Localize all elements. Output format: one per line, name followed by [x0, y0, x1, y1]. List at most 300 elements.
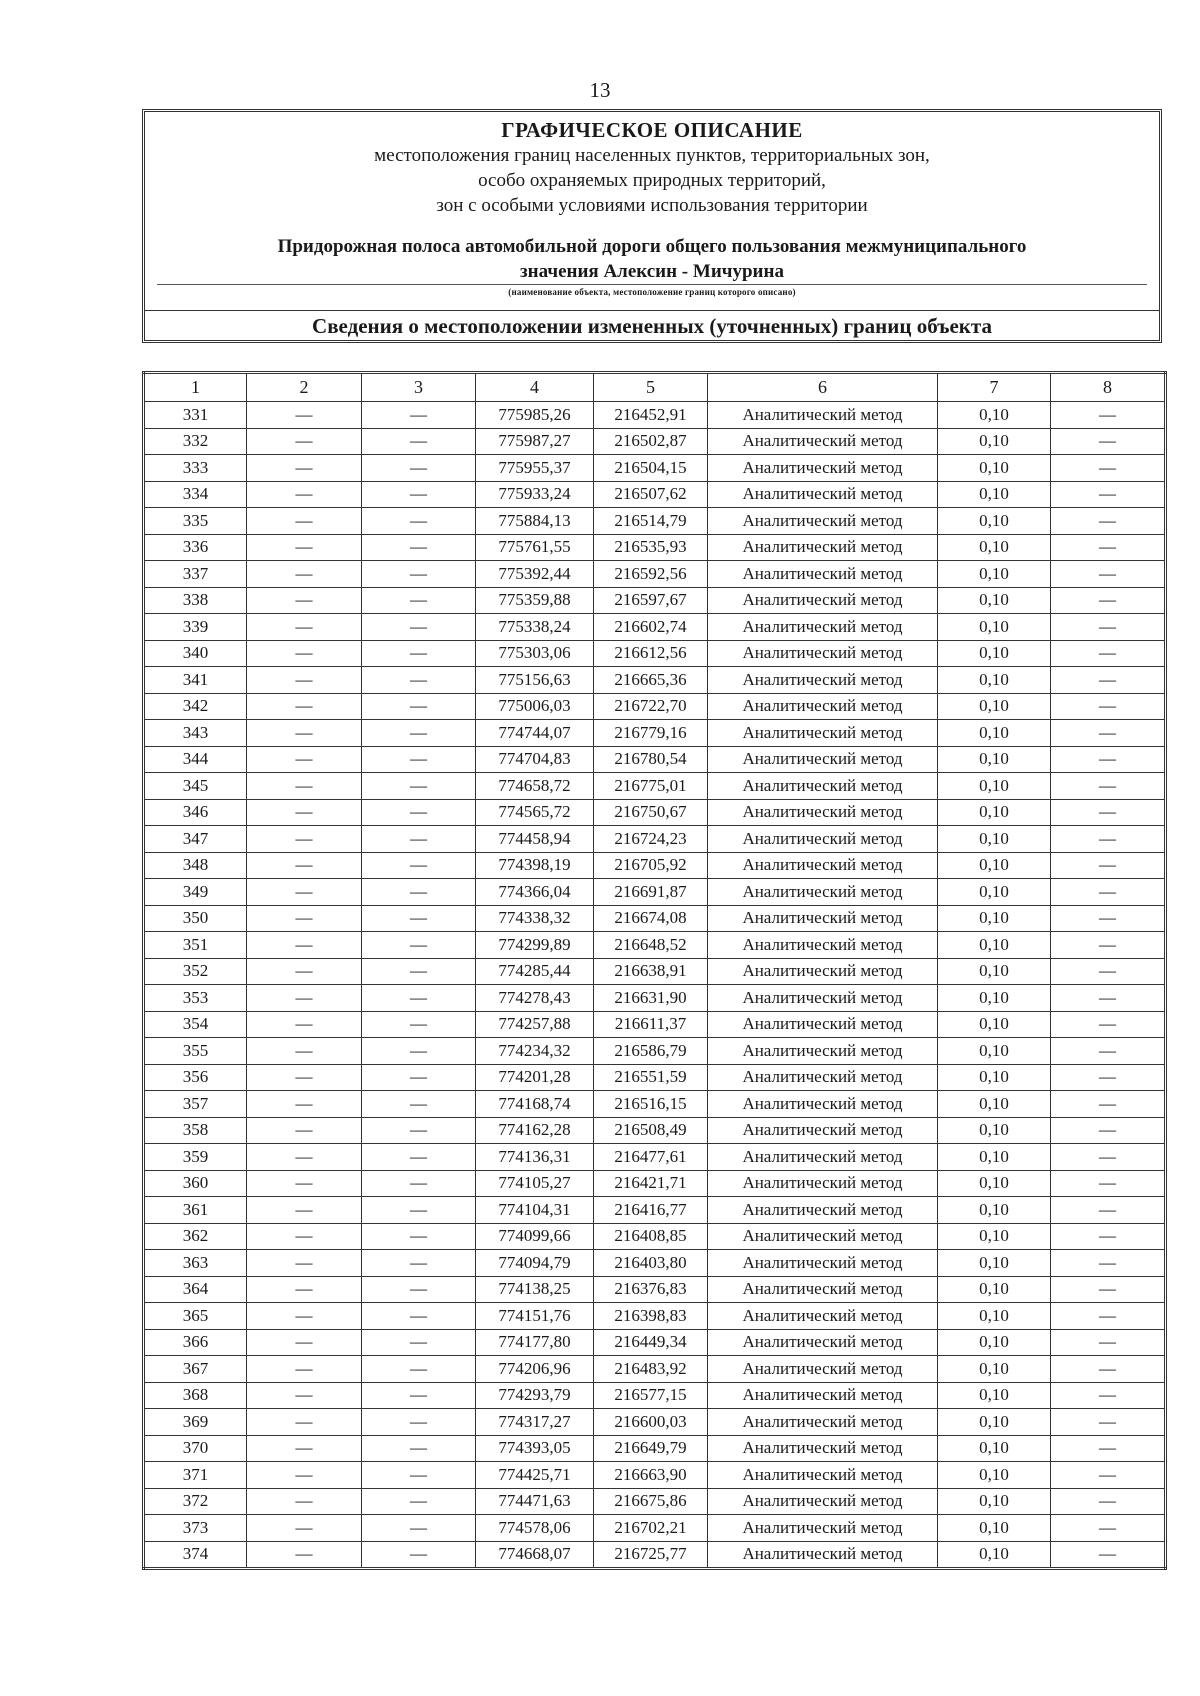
table-cell: 370: [144, 1435, 247, 1462]
table-cell: 0,10: [938, 1170, 1051, 1197]
table-cell: —: [362, 799, 476, 826]
table-cell: Аналитический метод: [708, 1091, 938, 1118]
table-cell: —: [1051, 932, 1166, 959]
table-cell: —: [1051, 1223, 1166, 1250]
table-cell: —: [247, 1356, 362, 1383]
table-row: [144, 958, 1166, 985]
table-cell: 774658,72: [476, 773, 594, 800]
table-cell: —: [362, 1170, 476, 1197]
table-cell: 343: [144, 720, 247, 747]
table-cell: —: [1051, 799, 1166, 826]
table-cell: —: [1051, 640, 1166, 667]
table-cell: —: [1051, 1515, 1166, 1542]
table-cell: —: [247, 1250, 362, 1277]
table-cell: —: [247, 693, 362, 720]
table-row: [144, 1462, 1166, 1489]
table-cell: 216504,15: [594, 455, 708, 482]
table-cell: —: [362, 402, 476, 429]
table-cell: 216691,87: [594, 879, 708, 906]
table-cell: 350: [144, 905, 247, 932]
table-cell: 355: [144, 1038, 247, 1065]
table-cell: Аналитический метод: [708, 1435, 938, 1462]
table-row: [144, 746, 1166, 773]
table-cell: 0,10: [938, 1541, 1051, 1569]
table-cell: Аналитический метод: [708, 561, 938, 588]
table-cell: —: [247, 1409, 362, 1436]
table-row: [144, 826, 1166, 853]
table-cell: 216483,92: [594, 1356, 708, 1383]
table-cell: —: [362, 1409, 476, 1436]
table-cell: 365: [144, 1303, 247, 1330]
table-cell: 371: [144, 1462, 247, 1489]
divider: [157, 284, 1147, 285]
table-cell: 775985,26: [476, 402, 594, 429]
table-cell: 216535,93: [594, 534, 708, 561]
table-cell: —: [362, 693, 476, 720]
table-cell: —: [1051, 773, 1166, 800]
table-cell: 0,10: [938, 932, 1051, 959]
table-cell: —: [247, 402, 362, 429]
table-cell: —: [1051, 402, 1166, 429]
table-cell: —: [1051, 561, 1166, 588]
table-cell: —: [1051, 746, 1166, 773]
table-cell: 774099,66: [476, 1223, 594, 1250]
table-cell: 216449,34: [594, 1329, 708, 1356]
table-cell: —: [1051, 1091, 1166, 1118]
table-cell: 363: [144, 1250, 247, 1277]
table-cell: 216648,52: [594, 932, 708, 959]
header-box: [142, 109, 1162, 343]
table-row: [144, 1276, 1166, 1303]
table-cell: 774168,74: [476, 1091, 594, 1118]
table-cell: —: [1051, 1303, 1166, 1330]
table-cell: 354: [144, 1011, 247, 1038]
table-cell: —: [1051, 826, 1166, 853]
table-cell: —: [362, 1435, 476, 1462]
table-cell: —: [247, 905, 362, 932]
table-cell: 0,10: [938, 1488, 1051, 1515]
table-cell: —: [1051, 1011, 1166, 1038]
table-cell: 366: [144, 1329, 247, 1356]
table-row: [144, 1144, 1166, 1171]
table-cell: 336: [144, 534, 247, 561]
table-cell: 216507,62: [594, 481, 708, 508]
table-cell: 0,10: [938, 1223, 1051, 1250]
table-cell: Аналитический метод: [708, 905, 938, 932]
table-cell: 216398,83: [594, 1303, 708, 1330]
column-header: 4: [476, 373, 594, 402]
table-cell: —: [362, 1488, 476, 1515]
table-cell: Аналитический метод: [708, 1223, 938, 1250]
table-cell: 216611,37: [594, 1011, 708, 1038]
table-cell: —: [362, 852, 476, 879]
table-cell: 216780,54: [594, 746, 708, 773]
table-body: [144, 402, 1166, 1569]
table-cell: —: [362, 1541, 476, 1569]
table-cell: 0,10: [938, 693, 1051, 720]
table-cell: Аналитический метод: [708, 1356, 938, 1383]
table-cell: Аналитический метод: [708, 455, 938, 482]
document-title: ГРАФИЧЕСКОЕ ОПИСАНИЕ: [501, 118, 803, 142]
table-cell: 216376,83: [594, 1276, 708, 1303]
table-row: [144, 693, 1166, 720]
table-cell: 216508,49: [594, 1117, 708, 1144]
table-cell: —: [247, 799, 362, 826]
table-cell: 216602,74: [594, 614, 708, 641]
table-cell: —: [362, 667, 476, 694]
table-cell: 364: [144, 1276, 247, 1303]
table-cell: 216551,59: [594, 1064, 708, 1091]
table-cell: 216600,03: [594, 1409, 708, 1436]
table-row: [144, 1303, 1166, 1330]
table-cell: 216421,71: [594, 1170, 708, 1197]
table-cell: 0,10: [938, 1382, 1051, 1409]
table-cell: 775006,03: [476, 693, 594, 720]
column-header: 5: [594, 373, 708, 402]
table-cell: 775359,88: [476, 587, 594, 614]
table-cell: —: [1051, 852, 1166, 879]
table-cell: —: [362, 773, 476, 800]
table-cell: 216403,80: [594, 1250, 708, 1277]
table-cell: —: [362, 1117, 476, 1144]
table-cell: —: [1051, 1144, 1166, 1171]
table-cell: —: [1051, 1541, 1166, 1569]
table-cell: —: [362, 1462, 476, 1489]
subtitle-line: местоположения границ населенных пунктов, территориальных зон,: [374, 145, 930, 166]
table-cell: Аналитический метод: [708, 879, 938, 906]
table-cell: 774338,32: [476, 905, 594, 932]
table-cell: 331: [144, 402, 247, 429]
table-cell: —: [247, 481, 362, 508]
table-cell: —: [1051, 481, 1166, 508]
table-cell: —: [247, 1382, 362, 1409]
table-cell: —: [362, 879, 476, 906]
table-cell: —: [1051, 1276, 1166, 1303]
object-name-line: значения Алексин - Мичурина: [520, 261, 784, 282]
table-cell: 359: [144, 1144, 247, 1171]
table-cell: 775955,37: [476, 455, 594, 482]
table-cell: Аналитический метод: [708, 1276, 938, 1303]
table-cell: 774425,71: [476, 1462, 594, 1489]
table-cell: 216416,77: [594, 1197, 708, 1224]
table-cell: —: [247, 1303, 362, 1330]
table-cell: —: [1051, 534, 1166, 561]
table-cell: —: [1051, 455, 1166, 482]
table-row: [144, 1382, 1166, 1409]
table-cell: —: [362, 932, 476, 959]
table-row: [144, 905, 1166, 932]
table-row: [144, 1356, 1166, 1383]
table-cell: 216675,86: [594, 1488, 708, 1515]
table-cell: 0,10: [938, 720, 1051, 747]
table-cell: —: [362, 455, 476, 482]
table-cell: Аналитический метод: [708, 428, 938, 455]
table-cell: 0,10: [938, 879, 1051, 906]
table-cell: —: [1051, 1409, 1166, 1436]
table-cell: —: [247, 1117, 362, 1144]
table-cell: 216597,67: [594, 587, 708, 614]
table-cell: 0,10: [938, 402, 1051, 429]
table-row: [144, 402, 1166, 429]
table-cell: 0,10: [938, 1303, 1051, 1330]
table-cell: 774285,44: [476, 958, 594, 985]
table-cell: 374: [144, 1541, 247, 1569]
table-cell: 361: [144, 1197, 247, 1224]
table-cell: Аналитический метод: [708, 1409, 938, 1436]
table-cell: 774293,79: [476, 1382, 594, 1409]
table-cell: 216775,01: [594, 773, 708, 800]
table-cell: —: [1051, 1197, 1166, 1224]
table-cell: —: [362, 481, 476, 508]
table-cell: 774177,80: [476, 1329, 594, 1356]
table-cell: 369: [144, 1409, 247, 1436]
table-cell: Аналитический метод: [708, 614, 938, 641]
table-row: [144, 1011, 1166, 1038]
table-cell: 774565,72: [476, 799, 594, 826]
table-cell: 0,10: [938, 1250, 1051, 1277]
table-cell: —: [362, 958, 476, 985]
table-cell: —: [362, 508, 476, 535]
table-row: [144, 587, 1166, 614]
table-cell: —: [247, 1091, 362, 1118]
table-cell: 216586,79: [594, 1038, 708, 1065]
table-cell: Аналитический метод: [708, 799, 938, 826]
table-cell: 0,10: [938, 773, 1051, 800]
table-cell: —: [1051, 587, 1166, 614]
table-cell: —: [247, 1064, 362, 1091]
table-cell: 0,10: [938, 799, 1051, 826]
column-header: 1: [144, 373, 247, 402]
table-cell: —: [362, 1144, 476, 1171]
table-cell: —: [1051, 720, 1166, 747]
table-cell: 775338,24: [476, 614, 594, 641]
table-cell: 0,10: [938, 561, 1051, 588]
table-cell: 775761,55: [476, 534, 594, 561]
table-cell: Аналитический метод: [708, 1197, 938, 1224]
table-cell: Аналитический метод: [708, 985, 938, 1012]
table-cell: Аналитический метод: [708, 402, 938, 429]
table-cell: 352: [144, 958, 247, 985]
table-cell: Аналитический метод: [708, 1038, 938, 1065]
table-row: [144, 985, 1166, 1012]
table-cell: Аналитический метод: [708, 826, 938, 853]
table-cell: 340: [144, 640, 247, 667]
table-cell: —: [247, 561, 362, 588]
table-cell: 373: [144, 1515, 247, 1542]
table-cell: 216516,15: [594, 1091, 708, 1118]
table-cell: 775884,13: [476, 508, 594, 535]
table-cell: —: [1051, 1064, 1166, 1091]
table-cell: 0,10: [938, 826, 1051, 853]
table-cell: —: [247, 667, 362, 694]
table-cell: 775987,27: [476, 428, 594, 455]
table-cell: —: [247, 958, 362, 985]
table-cell: 357: [144, 1091, 247, 1118]
table-header-row: [144, 373, 1166, 402]
table-row: [144, 534, 1166, 561]
table-cell: Аналитический метод: [708, 508, 938, 535]
table-cell: 0,10: [938, 534, 1051, 561]
table-cell: 351: [144, 932, 247, 959]
table-row: [144, 879, 1166, 906]
table-cell: 216779,16: [594, 720, 708, 747]
table-cell: —: [362, 985, 476, 1012]
table-cell: Аналитический метод: [708, 1329, 938, 1356]
table-cell: 0,10: [938, 587, 1051, 614]
table-cell: Аналитический метод: [708, 720, 938, 747]
table-row: [144, 720, 1166, 747]
table-cell: —: [247, 1197, 362, 1224]
table-cell: 216592,56: [594, 561, 708, 588]
table-cell: —: [247, 455, 362, 482]
table-cell: —: [362, 1276, 476, 1303]
table-cell: 774278,43: [476, 985, 594, 1012]
table-cell: —: [247, 746, 362, 773]
table-cell: 0,10: [938, 985, 1051, 1012]
table-cell: 349: [144, 879, 247, 906]
table-cell: —: [1051, 1250, 1166, 1277]
table-cell: Аналитический метод: [708, 958, 938, 985]
table-cell: —: [362, 1250, 476, 1277]
table-cell: 0,10: [938, 1144, 1051, 1171]
table-cell: —: [1051, 879, 1166, 906]
table-cell: 774201,28: [476, 1064, 594, 1091]
table-cell: 0,10: [938, 746, 1051, 773]
table-row: [144, 1223, 1166, 1250]
table-cell: 216725,77: [594, 1541, 708, 1569]
table-cell: Аналитический метод: [708, 932, 938, 959]
table-cell: —: [1051, 614, 1166, 641]
table-cell: 342: [144, 693, 247, 720]
table-cell: —: [362, 561, 476, 588]
table-cell: —: [362, 1382, 476, 1409]
table-cell: 348: [144, 852, 247, 879]
table-cell: —: [1051, 667, 1166, 694]
table-cell: —: [362, 1091, 476, 1118]
table-cell: 774104,31: [476, 1197, 594, 1224]
table-cell: —: [362, 534, 476, 561]
table-cell: 774668,07: [476, 1541, 594, 1569]
table-cell: 353: [144, 985, 247, 1012]
table-cell: —: [247, 826, 362, 853]
table-cell: —: [247, 640, 362, 667]
table-cell: 775156,63: [476, 667, 594, 694]
table-cell: Аналитический метод: [708, 667, 938, 694]
table-cell: 346: [144, 799, 247, 826]
table-cell: 334: [144, 481, 247, 508]
table-cell: Аналитический метод: [708, 587, 938, 614]
table-cell: —: [247, 1038, 362, 1065]
table-cell: —: [362, 1011, 476, 1038]
object-caption: (наименование объекта, местоположение границ которого описано): [508, 287, 796, 297]
table-cell: 0,10: [938, 1329, 1051, 1356]
table-cell: —: [247, 1541, 362, 1569]
column-header: 2: [247, 373, 362, 402]
table-cell: 0,10: [938, 481, 1051, 508]
table-cell: Аналитический метод: [708, 746, 938, 773]
table-cell: —: [1051, 905, 1166, 932]
table-cell: —: [1051, 1382, 1166, 1409]
table-cell: 0,10: [938, 640, 1051, 667]
table-cell: —: [362, 1303, 476, 1330]
table-cell: Аналитический метод: [708, 1515, 938, 1542]
table-row: [144, 1409, 1166, 1436]
table-cell: Аналитический метод: [708, 1462, 938, 1489]
table-cell: 216612,56: [594, 640, 708, 667]
table-cell: —: [247, 1170, 362, 1197]
subtitle-line: особо охраняемых природных территорий,: [478, 170, 826, 191]
table-cell: Аналитический метод: [708, 1541, 938, 1569]
table-row: [144, 799, 1166, 826]
table-cell: Аналитический метод: [708, 1250, 938, 1277]
table-cell: 216722,70: [594, 693, 708, 720]
table-cell: Аналитический метод: [708, 640, 938, 667]
table-cell: —: [247, 773, 362, 800]
table-cell: —: [247, 614, 362, 641]
table-cell: Аналитический метод: [708, 1170, 938, 1197]
table-cell: 774234,32: [476, 1038, 594, 1065]
table-cell: 0,10: [938, 1409, 1051, 1436]
table-cell: 362: [144, 1223, 247, 1250]
table-cell: —: [1051, 958, 1166, 985]
table-cell: —: [362, 1329, 476, 1356]
section-title: Сведения о местоположении измененных (уточненных) границ объекта: [312, 314, 992, 338]
table-row: [144, 1170, 1166, 1197]
table-row: [144, 1117, 1166, 1144]
table-cell: Аналитический метод: [708, 534, 938, 561]
table-cell: —: [362, 826, 476, 853]
table-cell: 775303,06: [476, 640, 594, 667]
table-cell: 341: [144, 667, 247, 694]
table-cell: 345: [144, 773, 247, 800]
table-cell: 216750,67: [594, 799, 708, 826]
table-cell: 0,10: [938, 1197, 1051, 1224]
table-cell: —: [247, 428, 362, 455]
table-row: [144, 932, 1166, 959]
table-cell: —: [1051, 1488, 1166, 1515]
table-cell: —: [247, 720, 362, 747]
table-row: [144, 508, 1166, 535]
table-cell: Аналитический метод: [708, 1303, 938, 1330]
table-row: [144, 1488, 1166, 1515]
table-cell: 0,10: [938, 1515, 1051, 1542]
table-cell: 0,10: [938, 1091, 1051, 1118]
table-row: [144, 1064, 1166, 1091]
table-cell: —: [362, 587, 476, 614]
table-row: [144, 773, 1166, 800]
table-cell: —: [1051, 508, 1166, 535]
table-cell: 216674,08: [594, 905, 708, 932]
table-cell: Аналитический метод: [708, 481, 938, 508]
table-cell: 774458,94: [476, 826, 594, 853]
table-cell: —: [247, 879, 362, 906]
table-cell: 347: [144, 826, 247, 853]
table-cell: Аналитический метод: [708, 1382, 938, 1409]
table-cell: 367: [144, 1356, 247, 1383]
table-cell: —: [247, 1462, 362, 1489]
table-cell: 335: [144, 508, 247, 535]
table-cell: —: [247, 985, 362, 1012]
table-cell: 0,10: [938, 614, 1051, 641]
table-cell: 0,10: [938, 1435, 1051, 1462]
table-cell: —: [362, 640, 476, 667]
table-row: [144, 561, 1166, 588]
table-cell: 774162,28: [476, 1117, 594, 1144]
table-cell: 333: [144, 455, 247, 482]
table-cell: —: [247, 587, 362, 614]
table-cell: 332: [144, 428, 247, 455]
table-cell: 0,10: [938, 455, 1051, 482]
